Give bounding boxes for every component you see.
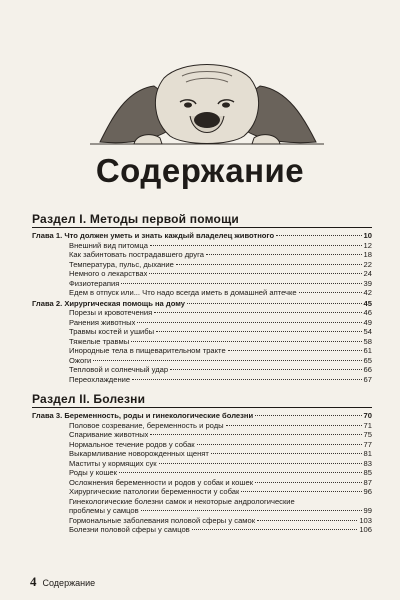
toc-item: Нормальное течение родов у собак 77 <box>69 439 372 449</box>
toc-item: Немного о лекарствах 24 <box>69 269 372 278</box>
toc-item: Роды у кошек 85 <box>69 468 372 477</box>
toc-item: Гинекологические болезни самок и некоторые андрологические <box>69 496 295 506</box>
toc-item: Осложнения беременности и родов у собак и кошек 87 <box>69 477 372 487</box>
toc-item: Температура, пульс, дыхание 22 <box>69 259 372 269</box>
toc-item: Тяжелые травмы 58 <box>69 336 372 346</box>
toc-item: Ожоги 65 <box>69 355 372 365</box>
toc-item: Половое созревание, беременность и роды 71 <box>69 420 372 430</box>
toc-chapter: Глава 3. Беременность, роды и гинекологические болезни 70 <box>32 411 372 420</box>
toc-item: Переохлаждение 67 <box>69 374 372 384</box>
section-heading: Раздел I. Методы первой помощи <box>32 212 372 228</box>
toc-chapter: Глава 1. Что должен уметь и знать каждый владелец животного 10 <box>32 231 372 240</box>
toc-item: Спаривание животных 75 <box>69 430 372 439</box>
toc-item: Ранения животных 49 <box>69 317 372 327</box>
toc-item: Травмы костей и ушибы 54 <box>69 327 372 336</box>
toc-item: Порезы и кровотечения 46 <box>69 308 372 317</box>
toc-item: Болезни половой сферы у самцов 106 <box>69 525 372 534</box>
toc-item: Хирургические патологии беременности у собак 96 <box>69 487 372 496</box>
page-number: 4 <box>30 574 37 589</box>
toc-item: Гормональные заболевания половой сферы у самок 103 <box>69 515 372 525</box>
toc-chapter: Глава 2. Хирургическая помощь на дому 45 <box>32 298 372 308</box>
toc-item: Тепловой и солнечный удар 66 <box>69 365 372 374</box>
footer-label: Содержание <box>42 578 96 588</box>
toc-item: Физиотерапия 39 <box>69 278 372 288</box>
toc-item: Едем в отпуск или... Что надо всегда иметь в домашней аптечке 42 <box>69 288 372 297</box>
table-of-contents <box>32 212 372 535</box>
page-title: Содержание <box>95 152 305 189</box>
toc-item: Как забинтовать пострадавшего друга 18 <box>69 250 372 259</box>
toc-item-continuation: проблемы у самцов 99 <box>69 506 372 515</box>
toc-item: Маститы у кормящих сук 83 <box>69 458 372 468</box>
basset-hound-illustration <box>82 58 332 150</box>
toc-item: Выкармливание новорожденных щенят 81 <box>69 449 372 458</box>
section-heading: Раздел II. Болезни <box>32 392 372 408</box>
page-footer <box>30 574 95 590</box>
toc-item: Инородные тела в пищеварительном тракте 61 <box>69 346 372 355</box>
toc-item: Внешний вид питомца 12 <box>69 240 372 250</box>
